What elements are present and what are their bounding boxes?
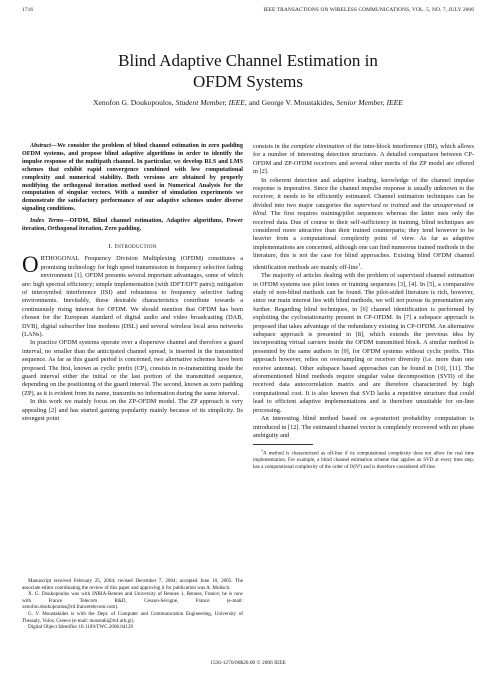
index-terms-text: —OFDM, Blind channel estimation, Adaptive algorithms, Power iteration, Orthogonal iteration, Zero padding. bbox=[22, 218, 243, 233]
author-2-role: Senior Member, IEEE bbox=[336, 98, 403, 107]
doi: Digital Object Identifier 10.1109/TWC.2006.04129 bbox=[28, 624, 134, 631]
title-line-2: OFDM Systems bbox=[192, 72, 304, 91]
intro-paragraph-3: In this work we mainly focus on the ZP-OFDM model. The ZP approach is very appealing [2] and has started gaining popularity mainly because of its simplicity. Its strongest point bbox=[22, 398, 243, 423]
emphasis: complete elimination bbox=[291, 143, 345, 150]
text-run: . The first requires training/pilot sequences whereas the latter uses only the received data. Due of course to their self-sufficiency in training, blind techniques are considered more attractive than their trained counterparts; they tend however to be heavier from a computational complexity point of view. As far as adaptive implementations are concerned, although one can find numerous trained methods in the literature, this is not the case for blind approaches. Existing blind OFDM channel identification methods are mainly off-line bbox=[253, 210, 474, 271]
text-run: or bbox=[380, 201, 391, 209]
affiliation-1: X. G. Doukopoulos was with INRIA-Rennes and University of Rennes 1, Rennes, France; he is now with France Telecom R&D, Cesson-Sévigné, France (e-mail: xenofon.doukopoulos@rd.francetelecom.com). bbox=[22, 591, 243, 611]
left-footnotes bbox=[22, 578, 243, 631]
footnote-mark: 1 bbox=[261, 448, 263, 454]
index-terms bbox=[22, 218, 243, 234]
section-heading-introduction: I. Introduction bbox=[108, 242, 157, 250]
footnote-rule bbox=[253, 444, 313, 445]
intro-p1-text: Frequency Division Multiplexing (OFDM) constitutes a promising technology for high speed transmission in frequency selective fading environment [1]. OFDM presents several important advantages, some of which are: high spectral efficiency; simple implementation (with IDFT/DFT pairs); mitigation of intersymbol interference (ISI) and robustness to frequency selective fading environments. Inevitably, these desirable characteristics contribute towards a continuously rising interest for OFDM. We should mention that OFDM has been chosen for the European standard of digital audio and video broadcasting (DAB, DVB), digital subscriber line modems (DSL) and several wireless local area networks (LANs). bbox=[22, 255, 243, 339]
paper-title bbox=[0, 50, 496, 92]
right-paragraph-4: An interesting blind method based on a-posteriori probability computation is introduced in [12]. The estimated channel vector is completely recovered with no phase ambiguity and bbox=[253, 415, 474, 439]
manuscript-received: Manuscript received February 25, 2004; revised December 7, 2004; accepted June 10, 2005. The associate editor coordinating the review of this paper and approving it for publication was A. Molisch. bbox=[22, 578, 243, 591]
copyright-footer: 1536-1276/06$20.00 © 2006 IEEE bbox=[210, 660, 286, 666]
title-line-1: Blind Adaptive Channel Estimation in bbox=[118, 51, 378, 70]
emphasis: supervised bbox=[353, 201, 381, 209]
text-run: of the inter-block interference (IBI), which allows for a number of interesting detection structures. A detailed comparison between CP-OFDM and ZP-OFDM receivers and several other merits of the ZP model are offered in [2]. bbox=[253, 143, 474, 176]
author-1-role: Student Member, IEEE, bbox=[175, 98, 247, 107]
emphasis: unsupervised bbox=[433, 201, 467, 209]
affiliation-2: G. V. Moustakides is with the Dept. of Computer and Communication Engineering, University of Thessaly, Volos, Greece (e-mail: moustaki@inf.uth.gr). bbox=[22, 610, 243, 624]
text-run: In coherent detection and adaptive loading, knowledge of the channel impulse response is imperative. Since the channel impulse response is usually unknown to the receiver, it needs to be efficiently estimated. Channel estimation techniques can be divided into two major categories the bbox=[253, 176, 474, 209]
intro-first-word: RTHOGONAL bbox=[40, 255, 80, 263]
emphasis: blind bbox=[253, 210, 266, 218]
left-column bbox=[22, 143, 243, 424]
footnote-ref: 1 bbox=[358, 261, 361, 267]
author-line bbox=[0, 98, 496, 107]
right-column bbox=[253, 143, 474, 470]
drop-cap: O bbox=[22, 252, 39, 278]
author-join: and George V. Moustakides, bbox=[246, 98, 337, 107]
right-paragraph-2 bbox=[253, 177, 474, 273]
abstract-label: Abstract bbox=[30, 143, 51, 149]
abstract-text: —We consider the problem of blind channel estimation in zero padding OFDM systems, and propose blind adaptive algorithms in order to identify the impulse response of the multipath channel. In particular, we develop RLS and LMS schemes that exhibit rapid convergence combined with low computational complexity and numerical stability. Both versions are obtained by properly modifying the orthogonal iteration method used in Numerical Analysis for the computation of singular vectors. With a number of simulation experiments we demonstrate the satisfactory performance of our adaptive schemes under diverse signaling conditions. bbox=[22, 143, 243, 213]
running-header bbox=[22, 7, 474, 16]
right-paragraph-1 bbox=[253, 143, 474, 177]
footnote-1 bbox=[253, 448, 474, 470]
emphasis: trained bbox=[390, 201, 409, 209]
right-paragraph-3: The majority of articles dealing with the problem of supervised channel estimation in OFDM systems use pilot tones or training sequences [3], [4]. In [5], a comparative study of non-blind methods can be found. The pilot-aided literature is rich, however, since our main interest lies with blind methods, we will not pursue its presentation any further. Regarding blind techniques, in [6] channel identification is performed by exploiting the cyclostationarity present in CP-OFDM. In [7] a subspace approach is proposed that takes advantage of the redundancy existing in CP-OFDM. An alternative subspace approach is presented in [8], which extends the previous idea by incorporating virtual carriers inside the OFDM transmitted block. A similar method is presented by the same authors in [9], for OFDM systems without cyclic prefix. This approach however, relies on oversampling or receiver diversity (i.e. more than one receive antenna). Other subspace based approaches can be found in [10], [11]. The aforementioned blind methods require singular value decomposition (SVD) of the received data autocorrelation matrix and are therefore characterized by high computational cost. It is also known that SVD lacks a repetitive structure that could lead to efficient adaptive implementations and is therefore unsuitable for on-line processing. bbox=[253, 272, 474, 414]
footnote-text: A method is characterized as off-line if its computational complexity does not allow for real time implementation. For example, a blind channel estimation scheme that applies an SVD at every time step, has a computational complexity of the order of O(N³) and is therefore considered off-line. bbox=[253, 451, 474, 470]
text-run: or bbox=[466, 201, 474, 209]
text-run: . bbox=[360, 263, 362, 271]
text-run: consists in the bbox=[253, 143, 292, 150]
intro-paragraph-1 bbox=[22, 252, 243, 339]
abstract bbox=[22, 143, 243, 214]
text-run: and the bbox=[408, 201, 434, 209]
author-1-name: Xenofon G. Doukopoulos, bbox=[93, 98, 176, 107]
intro-paragraph-2: In practice OFDM systems operate over a dispersive channel and therefore a guard interval, no smaller than the anticipated channel spread, is inserted in the transmitted sequence. As far as this guard period is concerned, two alternative schemes have been proposed. The first, known as cyclic prefix (CP), consists in re-transmitting inside the guard interval either the initial or the last portion of the transmitted sequence, depending on the positioning of the guard interval. The second, known as zero padding (ZP), as it is evident from its name, transmits no information during the same interval. bbox=[22, 339, 243, 397]
running-title: IEEE TRANSACTIONS ON WIRELESS COMMUNICATIONS, VOL. 5, NO. 7, JULY 2006 bbox=[263, 7, 474, 13]
page-number: 1716 bbox=[22, 7, 34, 13]
index-terms-label: Index Terms bbox=[30, 218, 64, 225]
